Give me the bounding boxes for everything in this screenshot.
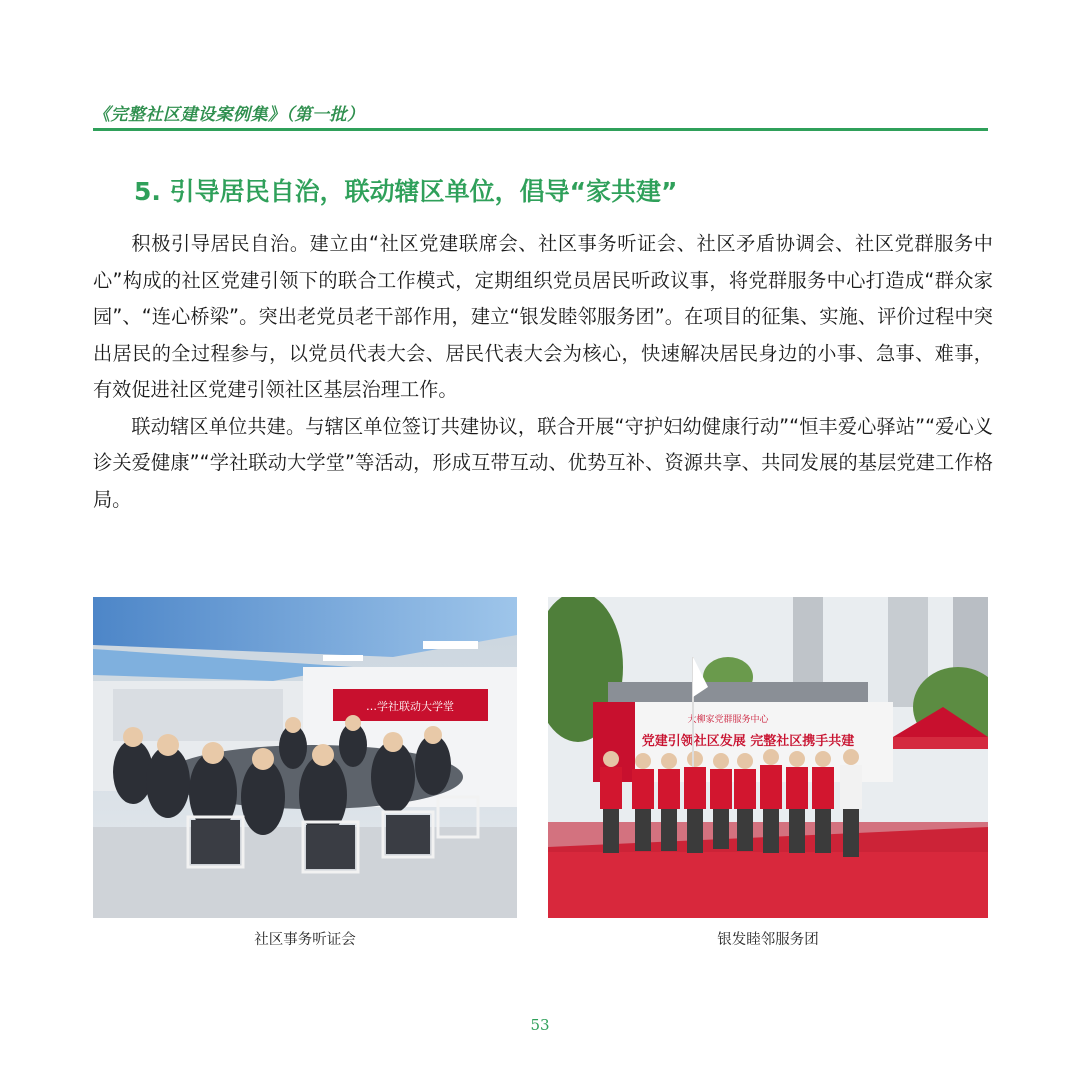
photo-hearing-meeting: [93, 597, 517, 918]
header-divider: [93, 128, 988, 131]
caption-service-team: 银发睦邻服务团: [717, 932, 819, 948]
banner-top-text: 大柳家党群服务中心: [687, 715, 769, 725]
page-number: 53: [530, 1016, 550, 1034]
paragraph-1: 积极引导居民自治。建立由“社区党建联席会、社区事务听证会、社区矛盾协调会、社区党群服务中心”构成的社区党建引领下的联合工作模式，定期组织党员居民听政议事，将党群服务中心打造成“群众家园”、“连心桥梁”。突出老党员老干部作用，建立“银发睦邻服务团”。在项目的征集、实施、评价过程中突出居民的全过程参与，以党员代表大会、居民代表大会为核心，快速解决居民身边的小事、急事、难事，有效促进社区党建引领社区基层治理工作。: [93, 232, 993, 401]
photo-service-team: [548, 597, 988, 918]
running-header: 《完整社区建设案例集》（第一批）: [93, 105, 365, 125]
section-title: 5. 引导居民自治，联动辖区单位，倡导“家共建”: [134, 177, 678, 206]
caption-hearing-meeting: 社区事务听证会: [254, 932, 356, 948]
paragraph-2: 联动辖区单位共建。与辖区单位签订共建协议，联合开展“守护妇幼健康行动”“恒丰爱心驿站”“爱心义诊关爱健康”“学社联动大学堂”等活动，形成互带互动、优势互补、资源共享、共同发展的基层党建工作格局。: [93, 414, 993, 511]
banner-text-hearing: …学社联动大学堂: [366, 700, 454, 713]
banner-main-text: 党建引领社区发展 完整社区携手共建: [641, 734, 855, 749]
body-text: [93, 226, 993, 518]
